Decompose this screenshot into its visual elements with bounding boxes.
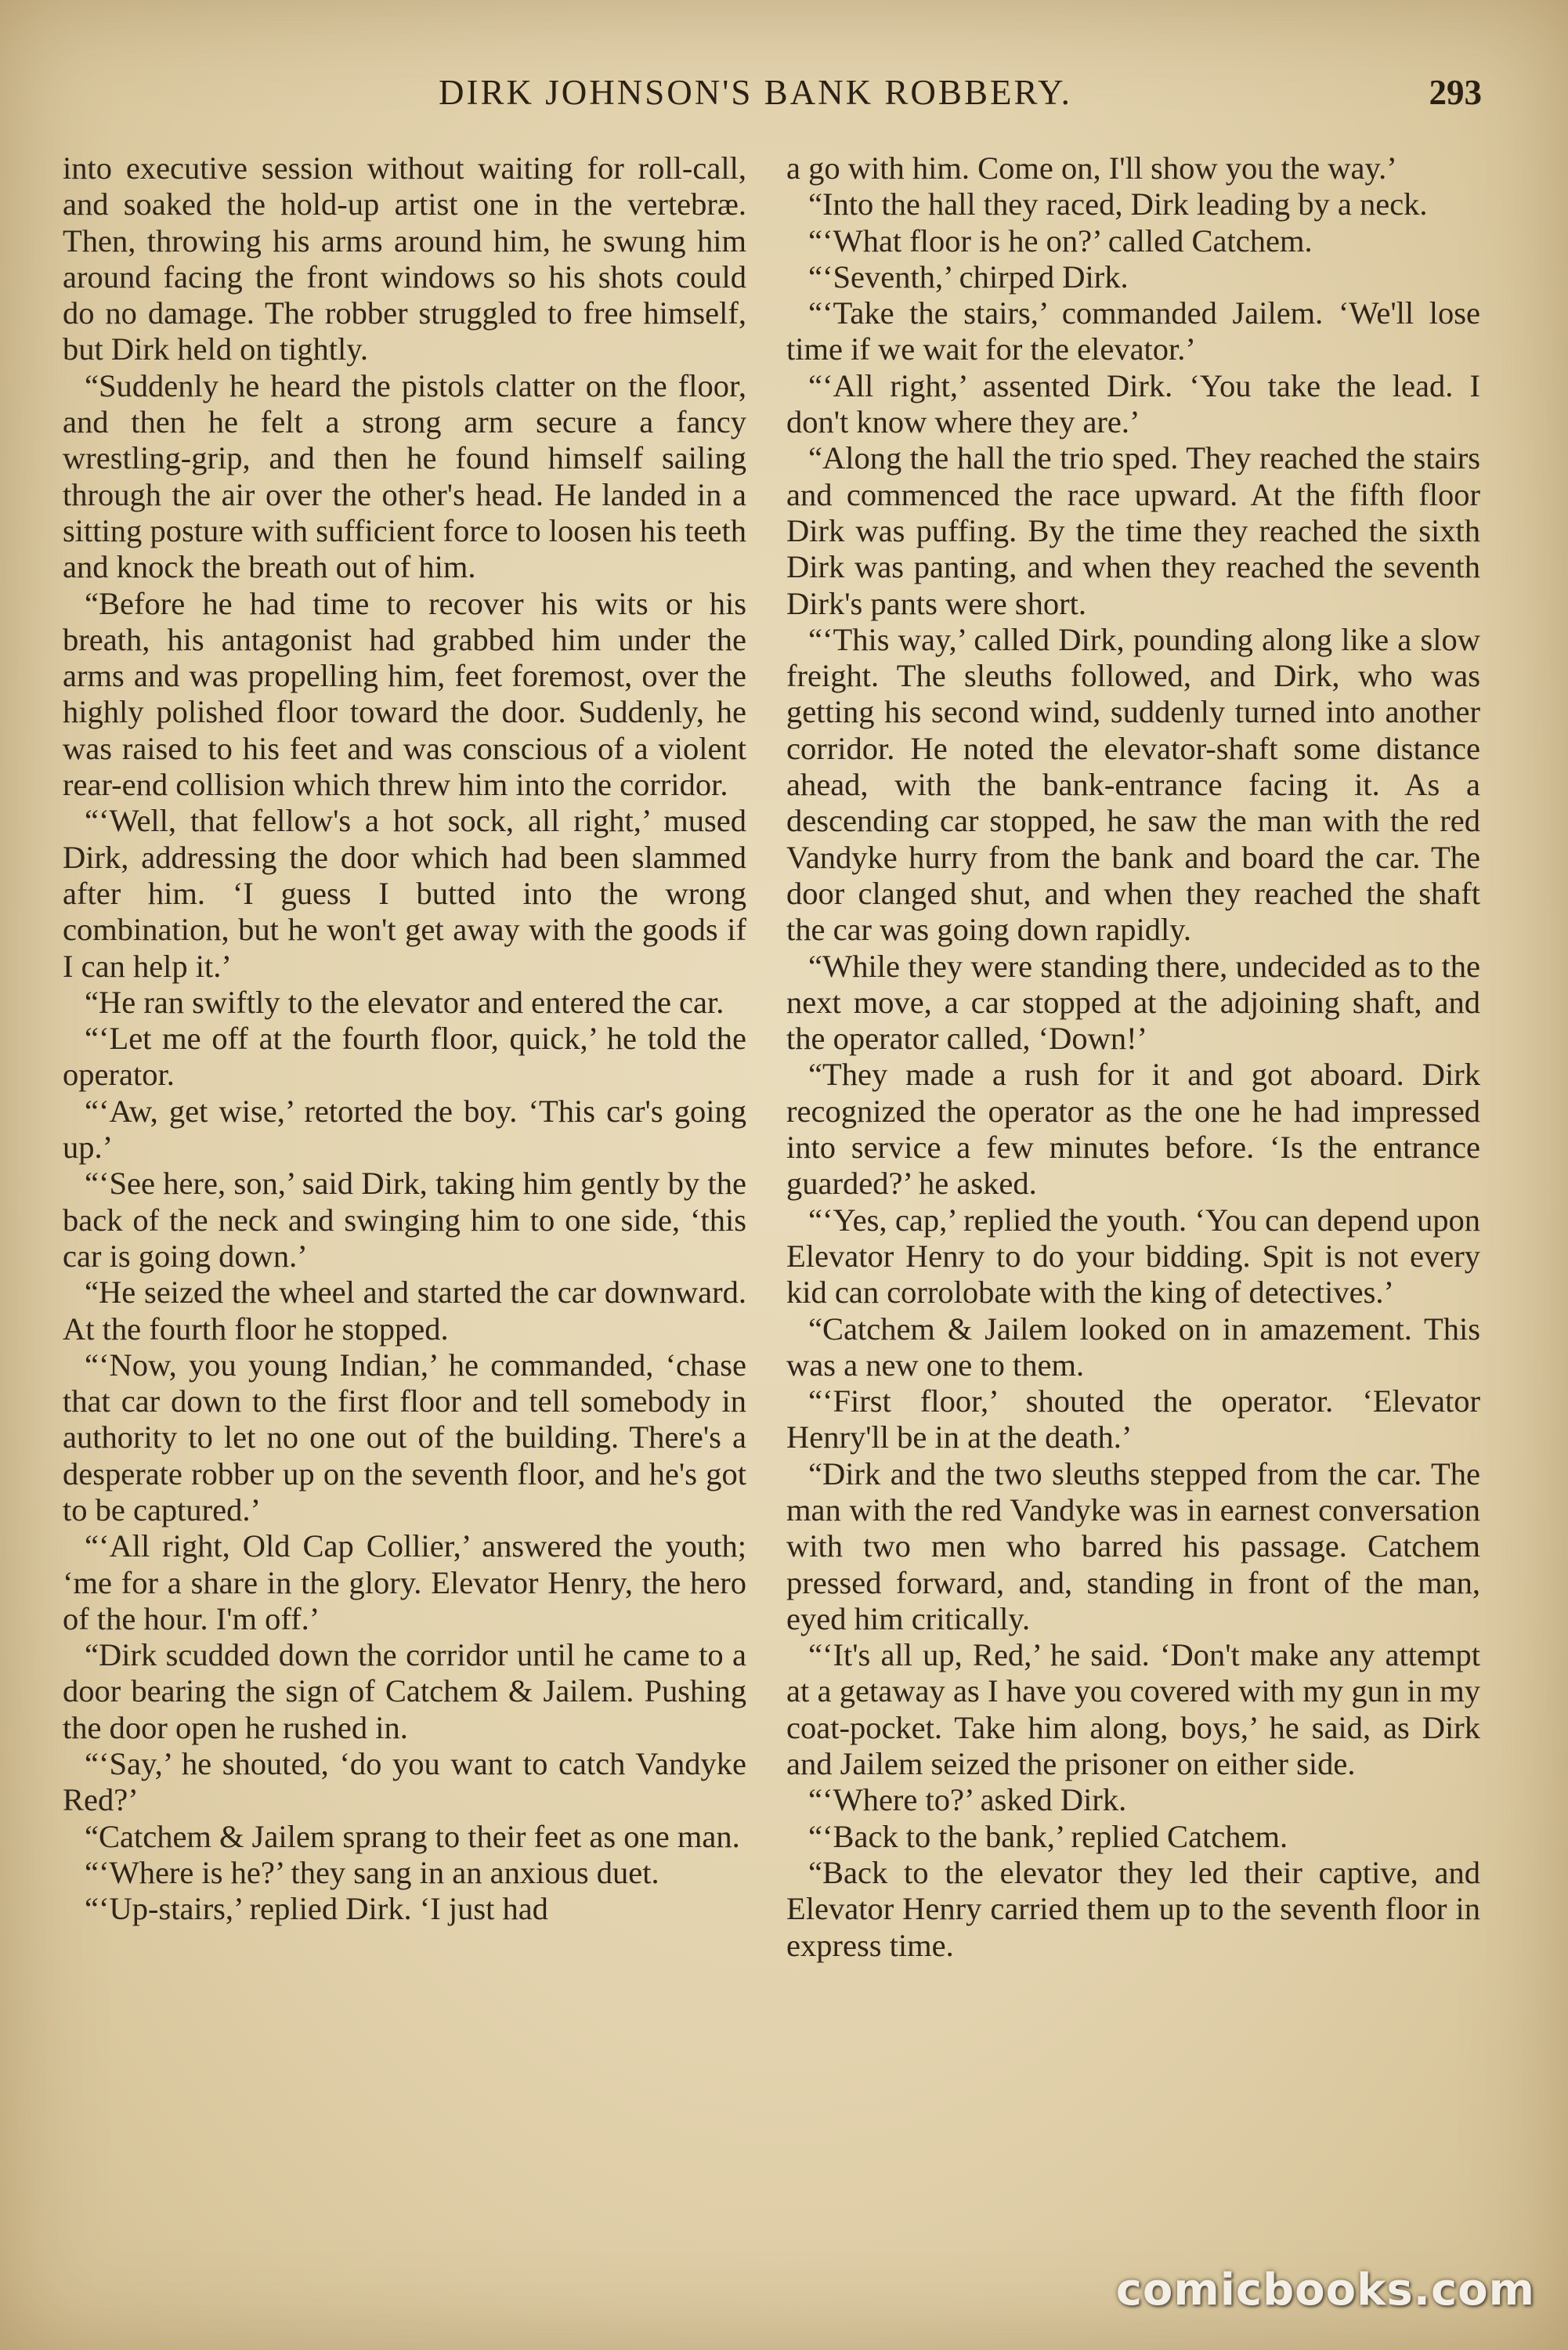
paragraph: “While they were standing there, undecided as to the next move, a car stopped at the adjoining shaft, and the operator called, ‘Down!’ xyxy=(786,948,1480,1057)
paragraph: “‘It's all up, Red,’ he said. ‘Don't make any attempt at a getaway as I have you covered with my gun in my coat-pocket. Take him along, boys,’ he said, as Dirk and Jailem seized the prisoner on either side. xyxy=(786,1637,1480,1782)
paragraph: “‘Say,’ he shouted, ‘do you want to catch Vandyke Red?’ xyxy=(63,1746,746,1818)
site-watermark: comicbooks.com xyxy=(1115,2265,1535,2316)
paragraph: “Catchem & Jailem sprang to their feet as one man. xyxy=(85,1818,740,1854)
paragraph: “‘All right, Old Cap Collier,’ answered the youth; ‘me for a share in the glory. Elevator Henry, the hero of the hour. I'm off.’ xyxy=(63,1528,746,1636)
paragraph: “‘Seventh,’ chirped Dirk. xyxy=(808,258,1129,295)
page-title: DIRK JOHNSON'S BANK ROBBERY. xyxy=(439,73,1072,112)
paragraph: “Into the hall they raced, Dirk leading by a neck. xyxy=(808,186,1428,222)
paragraph: “‘First floor,’ shouted the operator. ‘Elevator Henry'll be in at the death.’ xyxy=(786,1383,1480,1455)
paragraph: “‘What floor is he on?’ called Catchem. xyxy=(808,222,1313,258)
paragraph: “‘Let me off at the fourth floor, quick,’ he told the operator. xyxy=(63,1021,746,1093)
paragraph: “Dirk and the two sleuths stepped from the car. The man with the red Vandyke was in earnest conversation with two men who barred his passage. Catchem pressed forward, and, standing in front of the man, eyed him critically. xyxy=(786,1455,1480,1636)
paragraph: “Catchem & Jailem looked on in amazement. This was a new one to them. xyxy=(786,1311,1480,1383)
paragraph: “‘Now, you young Indian,’ he commanded, ‘chase that car down to the first floor and tell somebody in authority to let no one out of the building. There's a desperate robber up on the seventh floor, and he's got to be captured.’ xyxy=(63,1347,746,1528)
text-column-left xyxy=(63,150,746,1928)
paragraph: “‘Up-stairs,’ replied Dirk. ‘I just had xyxy=(85,1891,548,1927)
paragraph: “‘This way,’ called Dirk, pounding along like a slow freight. The sleuths followed, and Dirk, who was getting his second wind, suddenly turned into another corridor. He noted the elevator-shaft some distance ahead, with the bank-entrance facing it. As a descending car stopped, he saw the man with the red Vandyke hurry from the bank and board the car. The door clanged shut, and when they reached the shaft the car was going down rapidly. xyxy=(786,621,1480,948)
paragraph: “‘Well, that fellow's a hot sock, all right,’ mused Dirk, addressing the door which had been slammed after him. ‘I guess I butted into the wrong combination, but he won't get away with the goods if I can help it.’ xyxy=(63,803,746,984)
paragraph: “‘Where to?’ asked Dirk. xyxy=(808,1782,1127,1818)
paragraph: “Before he had time to recover his wits or his breath, his antagonist had grabbed him under the arms and was propelling him, feet foremost, over the highly polished floor toward the door. Suddenly, he was raised to his feet and was conscious of a violent rear-end collision which threw him into the corridor. xyxy=(63,585,746,803)
paragraph: “Along the hall the trio sped. They reached the stairs and commenced the race upward. At the fifth floor Dirk was puffing. By the time they reached the sixth Dirk was panting, and when they reached the seventh Dirk's pants were short. xyxy=(786,440,1480,621)
paragraph: “Dirk scudded down the corridor until he came to a door bearing the sign of Catchem & Jailem. Pushing the door open he rushed in. xyxy=(63,1637,746,1745)
paragraph: “Suddenly he heard the pistols clatter on the floor, and then he felt a strong arm secure a fancy wrestling-grip, and then he found himself sailing through the air over the other's head. He landed in a sitting posture with sufficient force to loosen his teeth and knock the breath out of him. xyxy=(63,367,746,585)
paragraph: “‘Aw, get wise,’ retorted the boy. ‘This car's going up.’ xyxy=(63,1093,746,1166)
paragraph: a go with him. Come on, I'll show you the way.’ xyxy=(786,150,1397,186)
paragraph: “‘Back to the bank,’ replied Catchem. xyxy=(808,1818,1288,1854)
paragraph: “He ran swiftly to the elevator and entered the car. xyxy=(85,984,724,1020)
paragraph: “‘All right,’ assented Dirk. ‘You take the lead. I don't know where they are.’ xyxy=(786,367,1480,440)
paragraph: “He seized the wheel and started the car downward. At the fourth floor he stopped. xyxy=(63,1274,746,1347)
paragraph: “‘Take the stairs,’ commanded Jailem. ‘We'll lose time if we wait for the elevator.’ xyxy=(786,295,1480,367)
paragraph: “Back to the elevator they led their captive, and Elevator Henry carried them up to the seventh floor in express time. xyxy=(786,1854,1480,1963)
paragraph: “‘Where is he?’ they sang in an anxious duet. xyxy=(85,1854,659,1890)
text-column-right xyxy=(786,150,1480,1964)
paragraph: “‘See here, son,’ said Dirk, taking him gently by the back of the neck and swinging him to one side, ‘this car is going down.’ xyxy=(63,1166,746,1274)
paragraph: “‘Yes, cap,’ replied the youth. ‘You can depend upon Elevator Henry to do your bidding. Spit is not every kid can corrolobate with the king of detectives.’ xyxy=(786,1202,1480,1311)
running-head xyxy=(0,72,1568,119)
paragraph: into executive session without waiting for roll-call, and soaked the hold-up artist one in the vertebræ. Then, throwing his arms around him, he swung him around facing the front windows so his shots could do no damage. The robber struggled to free himself, but Dirk held on tightly. xyxy=(63,150,746,367)
page-number: 293 xyxy=(1429,73,1482,112)
paragraph: “They made a rush for it and got aboard. Dirk recognized the operator as the one he had impressed into service a few minutes before. ‘Is the entrance guarded?’ he asked. xyxy=(786,1057,1480,1202)
